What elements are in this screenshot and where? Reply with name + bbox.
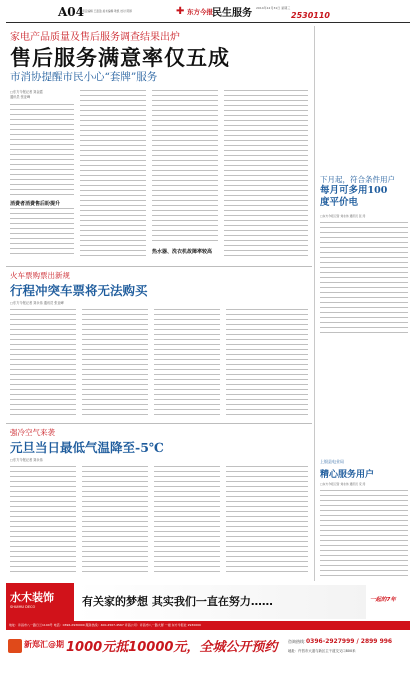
body-text-col3 [154, 309, 220, 415]
article-byline: □东方今报记者 刘永伟 通讯员 张亚峰 [10, 301, 64, 305]
ad-hotline-label: 咨询热线： [288, 639, 308, 644]
article-headline: 售后服务满意率仅五成 [10, 46, 230, 70]
page-header [6, 2, 410, 24]
article-headline-big: 每月可多用100度平价电 [320, 185, 388, 208]
article-power-bureau [318, 460, 410, 580]
article-byline: □东方今报记者 刘永伟 通讯员 张 涛 [320, 214, 366, 218]
ad-promo: 1000元抵10000元，全城公开预约 [66, 640, 278, 655]
page-number: A04 [58, 5, 85, 19]
ad-badge: 一起的7年 [370, 597, 396, 603]
body-text-col1b [10, 208, 74, 258]
header-rule [6, 22, 410, 23]
article-kicker: 上银县电业局 [320, 459, 344, 464]
article-byline: □东方今报记者 刘永伟 [10, 458, 43, 462]
article-electricity [318, 172, 410, 337]
ad-address: 地址：许昌市八一路日兰1104号 电话：0396-2930000 服务热线：400-4567-4567 许昌公司：许昌市八一路大厦 一楼 东方今报社 2930000 [9, 623, 201, 627]
section-heading-2: 热水器、洗衣机故障率较高 [152, 249, 213, 255]
column-divider [314, 26, 315, 581]
ad-hotline: 0396-2927999 / 2899 996 [306, 638, 393, 645]
logo-mark: ✚ [176, 6, 185, 17]
body-text-col2 [82, 466, 148, 576]
article-train-tickets [6, 269, 312, 419]
body-text-col2 [82, 309, 148, 415]
stamp: 2530110 [291, 11, 330, 20]
article-headline: 精心服务用户 [320, 470, 375, 480]
ad-slogan: 有关家的梦想 其实我们一直在努力…… [82, 595, 273, 608]
editor-line: 责任编辑 王盈盈 美术编辑 耿凯 校对 陈婷 [82, 9, 132, 13]
section-rule [6, 423, 312, 424]
body-text-col4 [226, 466, 308, 576]
article-headline-small: 下月起，符合条件用户 [320, 175, 395, 184]
article-kicker: 家电产品质量及售后服务调查结果出炉 [10, 32, 180, 43]
body-text-col2 [80, 90, 146, 258]
body-text-col3a [152, 90, 218, 245]
body-text-col4 [224, 90, 308, 258]
body-text-col1 [10, 309, 76, 415]
logo-text: 东方今报 [187, 8, 213, 16]
article-subhead: 市消协提醒市民小心“套牌”服务 [10, 71, 158, 83]
ad-brand: 水木装饰 [10, 591, 54, 604]
ad-brand-box [6, 583, 74, 621]
article-kicker: 火车票购票出新规 [10, 271, 70, 280]
article-byline: □东方今报记者 刘永伟 通讯员 宋 涛 [320, 482, 366, 486]
article-headline: 行程冲突车票将无法购买 [10, 283, 148, 298]
section-rule [6, 266, 312, 267]
article-home-appliance [6, 26, 312, 261]
ad-slogan-box [76, 585, 366, 619]
body-text [320, 490, 408, 580]
ad-logo-mark [8, 639, 22, 653]
body-text [320, 222, 408, 334]
article-cold-wave [6, 426, 312, 581]
ad-shuimu [6, 583, 410, 631]
body-text-col4 [226, 309, 308, 415]
article-headline: 元旦当日最低气温降至-5℃ [10, 440, 164, 455]
ad-address: 地址：许昌市大道与新区主干道交叉口800米 [288, 649, 356, 653]
date-line: 2014年12月31日 星期三 [256, 6, 291, 10]
masthead-title: 民生服务 [212, 8, 252, 19]
paper-logo [176, 6, 213, 17]
section-heading-1: 消费者消费售后盼提升 [10, 201, 61, 207]
body-text-col1 [10, 466, 76, 576]
body-text-col1a [10, 104, 74, 198]
body-text-col3 [154, 466, 220, 576]
ad-brand-sub: SHUIMU DECO [10, 605, 36, 609]
ad-xinzheng [6, 633, 410, 671]
ad-address-strip [6, 621, 410, 630]
article-kicker: 强冷空气来袭 [10, 428, 55, 437]
article-byline: □东方今报记者 刘金霞 通讯员 张亚峰 [10, 90, 43, 99]
ad-brand: 新郑汇@期 [24, 640, 64, 649]
